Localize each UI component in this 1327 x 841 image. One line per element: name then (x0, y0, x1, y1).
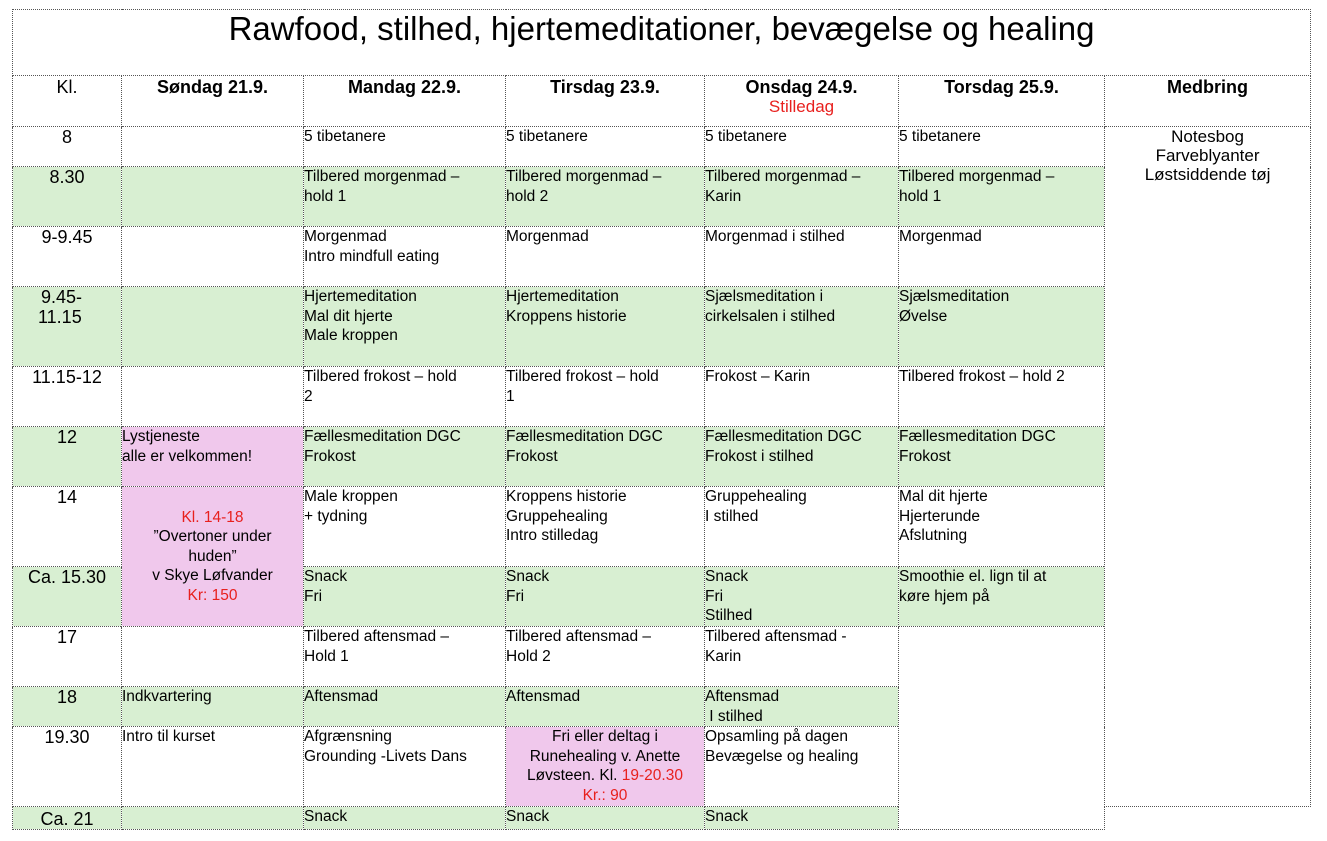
cell-line: Male kroppen (304, 327, 398, 344)
cell-tue-8: 5 tibetanere (506, 127, 705, 167)
cell-line: Fri (304, 587, 323, 605)
cell-line: Hjertemeditation (304, 288, 417, 305)
event-time: Kl. 14-18 (181, 508, 244, 526)
row-8 (13, 127, 1311, 167)
cell-line: Hjerterunde (899, 507, 980, 525)
cell-line: Bevægelse og healing (705, 747, 859, 765)
cell-mon-18: Aftensmad (304, 687, 506, 727)
cell-line: Grounding -Livets Dans (304, 747, 467, 765)
cell-line: huden” (188, 547, 237, 565)
cell-wed-830 (705, 167, 899, 227)
time-line: 11.15 (38, 307, 82, 327)
cell-line: hold 1 (899, 187, 942, 205)
cell-line: Karin (705, 647, 742, 665)
cell-line: Gruppehealing (705, 488, 807, 505)
time-cell: 18 (13, 687, 122, 727)
cell-wed-17 (705, 627, 899, 687)
cell-line: + tydning (304, 507, 368, 525)
time-cell: 17 (13, 627, 122, 687)
time-cell: 8.30 (13, 167, 122, 227)
cell-tue-9: Morgenmad (506, 227, 705, 287)
cell-line: Tilbered morgenmad – (899, 168, 1055, 185)
cell-line: cirkelsalen i stilhed (705, 307, 836, 325)
cell-thu-8: 5 tibetanere (899, 127, 1105, 167)
cell-sun-945 (122, 287, 304, 367)
cell-text: Løvsteen. Kl. (527, 767, 622, 784)
medbring-item: Løstsiddende tøj (1144, 165, 1271, 184)
cell-tue-1530 (506, 567, 705, 627)
cell-wed-1115: Frokost – Karin (705, 367, 899, 427)
cell-thu-9: Morgenmad (899, 227, 1105, 287)
time-cell: 9-9.45 (13, 227, 122, 287)
cell-sun-8 (122, 127, 304, 167)
cell-line: Sjælsmeditation i (705, 288, 824, 305)
cell-line: Lystjeneste (122, 428, 200, 445)
cell-line: I stilhed (705, 707, 763, 725)
cell-tue-12 (506, 427, 705, 487)
time-cell (13, 287, 122, 367)
cell-line: Frokost i stilhed (705, 447, 814, 465)
time-cell: 8 (13, 127, 122, 167)
cell-line: Snack (304, 568, 348, 585)
cell-thu-evening-empty (899, 627, 1105, 830)
cell-line: Runehealing v. Anette (529, 747, 681, 765)
time-cell: Ca. 21 (13, 807, 122, 830)
cell-wed-18 (705, 687, 899, 727)
cell-line: Sjælsmeditation (899, 288, 1010, 305)
header-wednesday-label: Onsdag 24.9. (745, 77, 858, 97)
cell-line: Afgrænsning (304, 728, 392, 745)
cell-line: Kroppens historie (506, 307, 627, 325)
cell-wed-8: 5 tibetanere (705, 127, 899, 167)
cell-tue-17 (506, 627, 705, 687)
row-21 (13, 807, 1311, 830)
time-cell: Ca. 15.30 (13, 567, 122, 627)
cell-mon-14 (304, 487, 506, 567)
header-tuesday: Tirsdag 23.9. (506, 76, 705, 127)
cell-line: Fri (506, 587, 525, 605)
schedule-table (12, 9, 1311, 830)
cell-mon-8: 5 tibetanere (304, 127, 506, 167)
cell-line: Hjertemeditation (506, 288, 619, 305)
cell-wed-14 (705, 487, 899, 567)
header-sunday: Søndag 21.9. (122, 76, 304, 127)
cell-line: Frokost (899, 447, 951, 465)
cell-line: Kroppens historie (506, 488, 627, 505)
header-wednesday (705, 76, 899, 127)
time-cell: 14 (13, 487, 122, 567)
cell-thu-12 (899, 427, 1105, 487)
cell-line: Fællesmeditation DGC (506, 428, 663, 445)
cell-thu-830 (899, 167, 1105, 227)
medbring-list (1105, 127, 1311, 807)
header-time: Kl. (13, 76, 122, 127)
time-cell: 12 (13, 427, 122, 487)
cell-line: 2 (304, 387, 313, 405)
cell-line: Tilbered morgenmad – (705, 168, 861, 185)
cell-thu-1115: Tilbered frokost – hold 2 (899, 367, 1105, 427)
cell-tue-1930-runehealing (506, 727, 705, 807)
cell-wed-1930 (705, 727, 899, 807)
cell-line: Tilbered aftensmad - (705, 628, 847, 645)
medbring-item: Farveblyanter (1155, 146, 1260, 165)
cell-tue-945 (506, 287, 705, 367)
cell-line: Afslutning (899, 527, 968, 544)
cell-line: Tilbered frokost – hold (304, 368, 457, 385)
cell-wed-9: Morgenmad i stilhed (705, 227, 899, 287)
cell-line: Frokost (304, 447, 356, 465)
header-thursday: Torsdag 25.9. (899, 76, 1105, 127)
time-line: 9.45- (41, 287, 83, 307)
cell-wed-12 (705, 427, 899, 487)
cell-sun-12 (122, 427, 304, 487)
cell-sun-18: Indkvartering (122, 687, 304, 727)
cell-line: Karin (705, 187, 742, 205)
cell-mon-9 (304, 227, 506, 287)
cell-line: Gruppehealing (506, 507, 608, 525)
cell-mon-945 (304, 287, 506, 367)
cell-tue-1115 (506, 367, 705, 427)
page-title: Rawfood, stilhed, hjertemeditationer, bevægelse og healing (13, 10, 1311, 76)
cell-sun-17 (122, 627, 304, 687)
cell-line: hold 2 (506, 187, 549, 205)
cell-wed-1530 (705, 567, 899, 627)
cell-sun-830 (122, 167, 304, 227)
cell-mon-830 (304, 167, 506, 227)
cell-mon-1530 (304, 567, 506, 627)
cell-line (506, 766, 704, 786)
cell-line: Snack (506, 568, 550, 585)
cell-line: Øvelse (899, 307, 948, 325)
cell-line: Mal dit hjerte (899, 488, 988, 505)
cell-line: Fællesmeditation DGC (899, 428, 1056, 445)
cell-line: Tilbered aftensmad – (506, 628, 652, 645)
time-cell: 19.30 (13, 727, 122, 807)
event-price: Kr: 150 (187, 586, 238, 604)
cell-line: Tilbered aftensmad – (304, 628, 450, 645)
cell-line: Fællesmeditation DGC (304, 428, 461, 445)
cell-thu-945 (899, 287, 1105, 367)
cell-mon-1930 (304, 727, 506, 807)
event-price: Kr.: 90 (582, 786, 628, 804)
cell-mon-21: Snack (304, 807, 506, 830)
cell-line: Fri eller deltag i (552, 728, 658, 745)
cell-line: Hold 1 (304, 647, 349, 665)
cell-line: hold 1 (304, 187, 347, 205)
time-cell: 11.15-12 (13, 367, 122, 427)
cell-mon-12 (304, 427, 506, 487)
cell-tue-830 (506, 167, 705, 227)
cell-line: Frokost (506, 447, 558, 465)
cell-tue-18: Aftensmad (506, 687, 705, 727)
cell-line: Fællesmeditation DGC (705, 428, 862, 445)
cell-line: Morgenmad (304, 228, 387, 245)
cell-line: 1 (506, 387, 515, 405)
cell-wed-21: Snack (705, 807, 899, 830)
cell-wed-945 (705, 287, 899, 367)
cell-mon-17 (304, 627, 506, 687)
cell-line: Opsamling på dagen (705, 728, 849, 745)
cell-sun-1115 (122, 367, 304, 427)
cell-line: Male kroppen (304, 488, 398, 505)
header-row (13, 76, 1311, 127)
medbring-item: Notesbog (1171, 127, 1244, 146)
cell-line: Intro mindfull eating (304, 247, 440, 265)
event-time: 19-20.30 (621, 767, 683, 784)
cell-sun-9 (122, 227, 304, 287)
cell-line: Tilbered morgenmad – (304, 168, 460, 185)
cell-line: Snack (705, 568, 749, 585)
header-medbring: Medbring (1105, 76, 1311, 127)
cell-line: Smoothie el. lign til at (899, 568, 1047, 585)
cell-thu-1530 (899, 567, 1105, 627)
cell-line: køre hjem på (899, 587, 990, 605)
cell-sun-14-overtoner (122, 487, 304, 627)
cell-line: Fri (705, 587, 724, 605)
cell-mon-1115 (304, 367, 506, 427)
cell-thu-14 (899, 487, 1105, 567)
cell-line: I stilhed (705, 507, 759, 525)
cell-line: Intro stilledag (506, 527, 599, 544)
cell-line: Tilbered morgenmad – (506, 168, 662, 185)
cell-line: Aftensmad (705, 688, 780, 705)
cell-line: Stilhed (705, 607, 753, 624)
header-wednesday-sub: Stilledag (768, 97, 835, 116)
header-monday: Mandag 22.9. (304, 76, 506, 127)
cell-sun-1930: Intro til kurset (122, 727, 304, 807)
cell-line: Mal dit hjerte (304, 307, 393, 325)
cell-line: v Skye Løfvander (152, 567, 273, 585)
cell-sun-21 (122, 807, 304, 830)
cell-line: alle er velkommen! (122, 447, 253, 465)
cell-tue-21: Snack (506, 807, 705, 830)
cell-tue-14 (506, 487, 705, 567)
cell-line: Tilbered frokost – hold (506, 368, 659, 385)
cell-line: ”Overtoner under (153, 528, 272, 546)
cell-line: Hold 2 (506, 647, 551, 665)
